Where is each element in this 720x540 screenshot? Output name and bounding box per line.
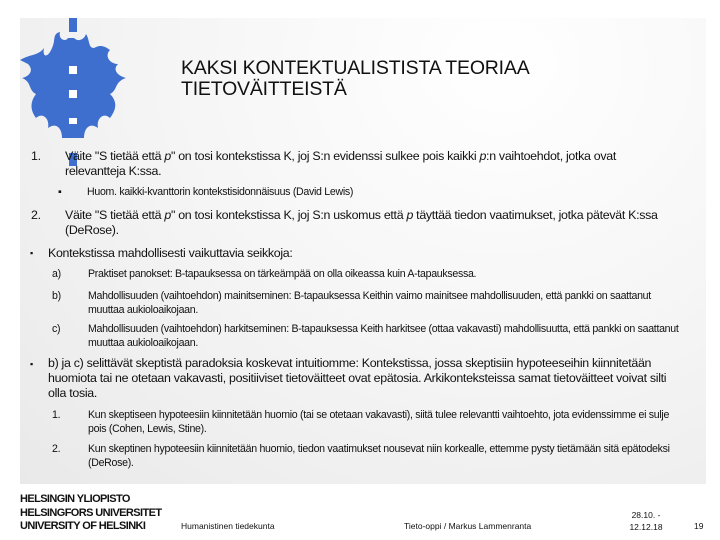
wordmark-line: UNIVERSITY OF HELSINKI: [20, 520, 146, 532]
explanation-text: Kun skeptinen hypoteesiin kiinnitetään huomio, tiedon vaatimukset nousevat niin korkealle, ettemme pysty tietämään sitä epätodeksi (DeRose).: [88, 443, 670, 469]
footer-date: [628, 509, 664, 533]
item-number: 1.: [31, 149, 41, 163]
explanation-number: 2.: [52, 443, 61, 455]
page-number: 19: [694, 521, 704, 531]
item-text: Väite "S tietää että p" on tosi kontekstissa K, joj S:n uskomus että p täyttää tiedon vaatimukset, jotka pätevät K:ssa (DeRose).: [65, 208, 658, 237]
footer-faculty: Humanistinen tiedekunta: [181, 521, 275, 531]
date-line: 28.10. -: [631, 510, 661, 520]
factor-text: Mahdollisuuden (vaihtoehdon) harkitseminen: B-tapauksessa Keith harkitsee (ottaa vakavasti) mahdollisuutta, että pankki on saattanut muuttaa aukioloaikojaan.: [88, 323, 679, 349]
date-line: 12.12.18: [629, 522, 663, 532]
wordmark-line: HELSINGIN YLIOPISTO: [20, 493, 130, 505]
slide-title: [181, 58, 530, 100]
wordmark-line: HELSINGFORS UNIVERSITET: [20, 506, 162, 519]
explanation-text: Kun skeptiseen hypoteesiin kiinnitetään huomio (tai se otetaan vakavasti), siitä tulee relevantti vaihtoehto, jota evidenssimme ei sulje pois (Cohen, Lewis, Stine).: [88, 409, 670, 435]
bullet-icon: ▪: [30, 359, 33, 369]
paradox-text: b) ja c) selittävät skeptistä paradoksia koskevat intuitiomme: Kontekstissa, jossa skeptisiin hypoteeseihin kiinnitetään huomiota tai ne otetaan vakavasti, positiiviset tietoväitteet ovat epätosia. Arkikonteksteissa samat tietoväitteet voivat silti olla tosia.: [48, 356, 667, 400]
factors-heading-text: Kontekstissa mahdollisesti vaikuttavia seikkoja:: [48, 246, 293, 260]
factor-label: a): [52, 268, 61, 280]
factor-text: Mahdollisuuden (vaihtoehdon) mainitseminen: B-tapauksessa Keithin vaimo mainitsee mahdollisuuden, että pankki on saattanut muuttaa aukioloaikojaan.: [88, 290, 651, 316]
item-number: 2.: [31, 208, 41, 222]
footer-course: Tieto-oppi / Markus Lammenranta: [404, 521, 532, 531]
title-line-2: TIETOVÄITTEISTÄ: [181, 78, 347, 100]
note-text: Huom. kaikki-kvanttorin kontekstisidonnäisuus (David Lewis): [87, 186, 354, 198]
factor-label: c): [52, 323, 61, 335]
explanation-number: 1.: [52, 409, 61, 421]
item-text: Väite "S tietää että p" on tosi kontekstissa K, joj S:n evidenssi sulkee pois kaikki p:n vaihtoehdot, jotka ovat relevantteja K:ssa.: [65, 149, 617, 178]
university-flame-logo-icon: [18, 18, 130, 168]
title-line-1: KAKSI KONTEKTUALISTISTA TEORIAA: [181, 57, 530, 79]
factor-label: b): [52, 290, 61, 302]
bullet-icon: ▪: [30, 248, 33, 258]
factor-text: Praktiset panokset: B-tapauksessa on tärkeämpää on olla oikeassa kuin A-tapauksessa.: [88, 268, 477, 280]
university-wordmark: [20, 493, 161, 534]
bullet-icon: ▪: [58, 186, 62, 198]
